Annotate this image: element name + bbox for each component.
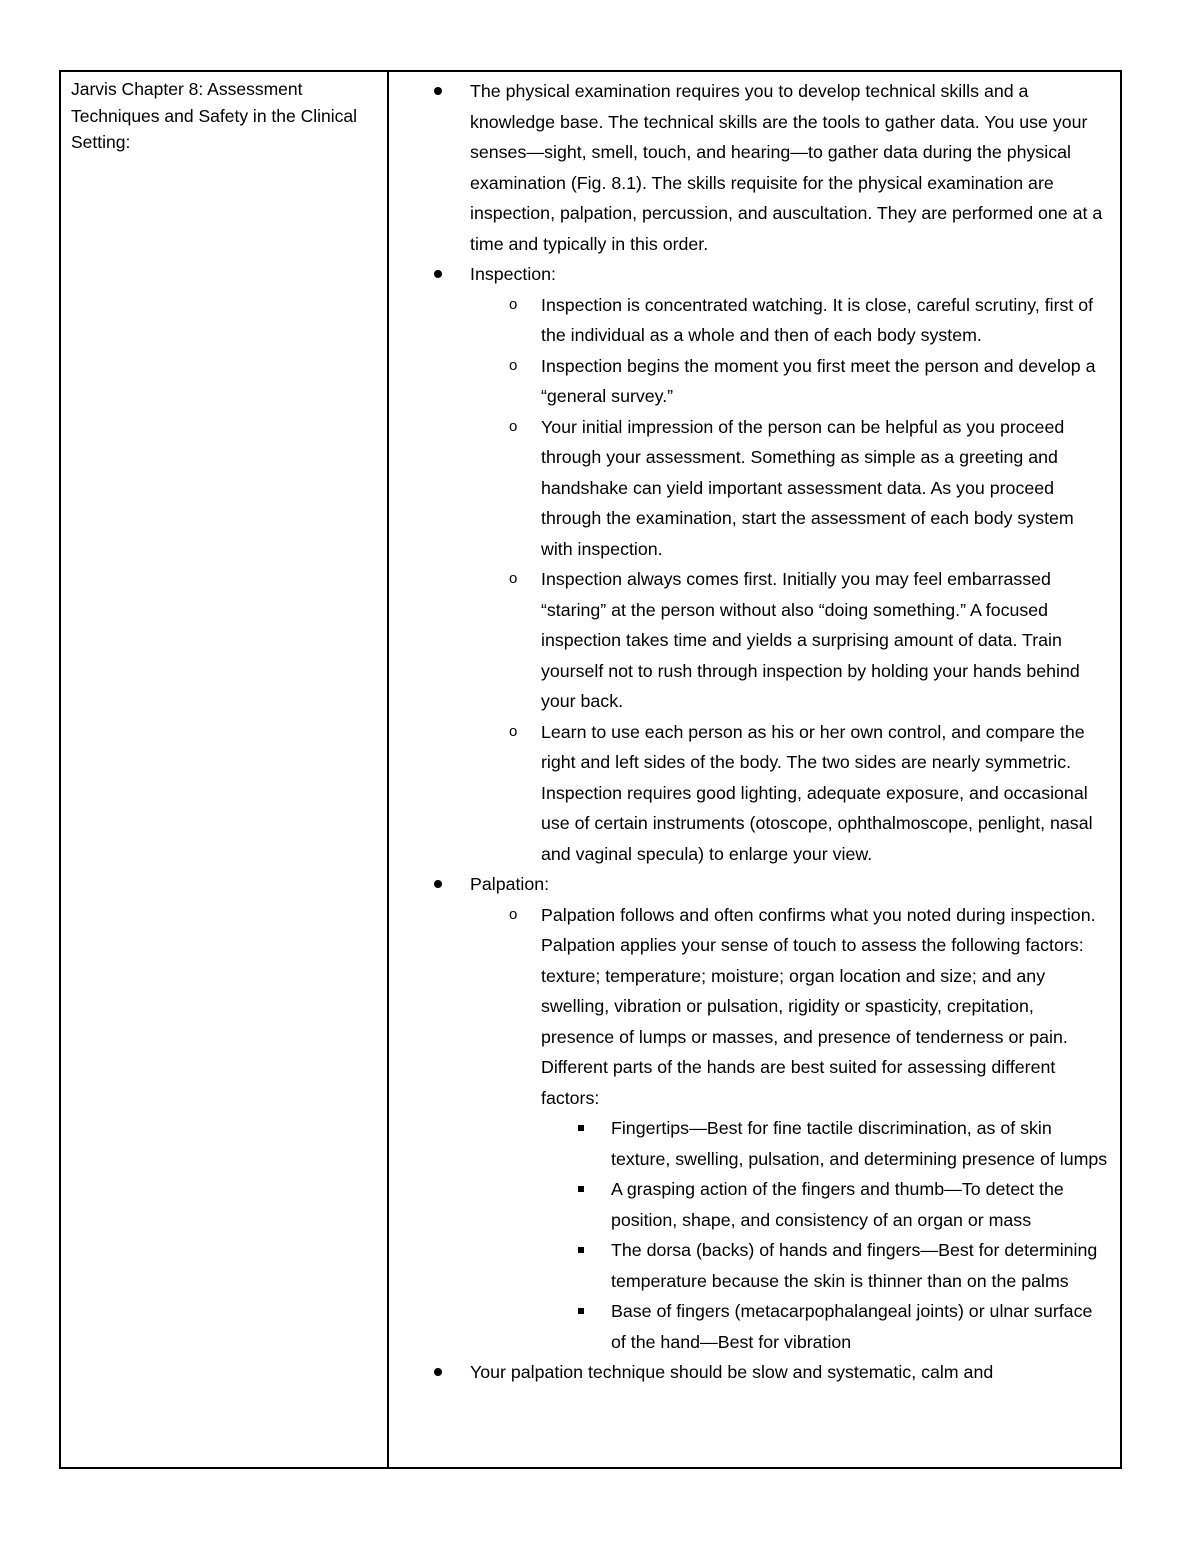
bullet-icon <box>434 87 442 95</box>
topic-title: Jarvis Chapter 8: Assessment Techniques and Safety in the Clinical Setting: <box>71 79 358 152</box>
square-bullet-icon <box>578 1247 584 1253</box>
circle-bullet-icon: o <box>509 722 518 740</box>
hand-part-item: Fingertips—Best for fine tactile discrimination, as of skin texture, swelling, pulsation, and determining presence of lumps <box>611 1118 1108 1169</box>
overview-text: The physical examination requires you to develop technical skills and a knowledge base. The technical skills are the tools to gather data. You use your senses—sight, smell, touch, and hearing—to gather data during the physical examination (Fig. 8.1). The skills requisite for the physical examination are inspection, palpation, percussion, and auscultation. They are performed one at a time and typically in this order. <box>470 81 1103 254</box>
list-item <box>509 412 1110 565</box>
inspection-item: Inspection always comes first. Initially you may feel embarrassed “staring” at the person without also “doing something.” A focused inspection takes time and yields a surprising amount of data. Train yourself not to rush through inspection by holding your hands behind your back. <box>541 569 1080 711</box>
notes-table <box>59 70 1122 1469</box>
square-bullet-icon <box>578 1125 584 1131</box>
list-item <box>611 1296 1110 1357</box>
inspection-item: Your initial impression of the person can be helpful as you proceed through your assessment. Something as simple as a greeting and handshake can yield important assessment data. As you proceed through the examination, start the assessment of each body system with inspection. <box>541 416 1074 559</box>
inspection-list <box>470 290 1110 870</box>
list-item <box>509 900 1110 1358</box>
main-bullet-list <box>389 76 1110 1388</box>
inspection-item: Inspection is concentrated watching. It is close, careful scrutiny, first of the individual as a whole and then of each body system. <box>541 294 1094 345</box>
circle-bullet-icon: o <box>509 356 518 374</box>
square-bullet-icon <box>578 1308 584 1314</box>
list-item <box>611 1174 1110 1235</box>
hand-part-item: A grasping action of the fingers and thumb—To detect the position, shape, and consistency of an organ or mass <box>611 1179 1064 1230</box>
list-item <box>509 290 1110 351</box>
hand-parts-list <box>541 1113 1110 1357</box>
circle-bullet-icon: o <box>509 905 518 923</box>
bullet-icon <box>434 270 442 278</box>
list-item <box>611 1113 1110 1174</box>
list-item <box>470 259 1110 869</box>
topic-cell <box>60 71 388 1468</box>
circle-bullet-icon: o <box>509 295 518 313</box>
palpation-list <box>470 900 1110 1358</box>
list-item <box>509 564 1110 717</box>
inspection-item: Learn to use each person as his or her own control, and compare the right and left sides of the body. The two sides are nearly symmetric. Inspection requires good lighting, adequate exposure, and occasional use of certain instruments (otoscope, ophthalmoscope, penlight, nasal and vaginal specula) to enlarge your view. <box>541 721 1093 864</box>
square-bullet-icon <box>578 1186 584 1192</box>
inspection-heading: Inspection: <box>470 264 556 284</box>
list-item <box>470 76 1110 259</box>
palpation-intro: Palpation follows and often confirms what you noted during inspection. Palpation applies your sense of touch to assess the following factors: texture; temperature; moisture; organ location and size; and any swelling, vibration or pulsation, rigidity or spasticity, crepitation, presence of lumps or masses, and presence of tenderness or pain. Different parts of the hands are best suited for assessing different factors: <box>541 904 1096 1108</box>
content-cell <box>388 71 1121 1468</box>
list-item <box>509 717 1110 870</box>
inspection-item: Inspection begins the moment you first meet the person and develop a “general survey.” <box>541 355 1096 406</box>
hand-part-item: The dorsa (backs) of hands and fingers—Best for determining temperature because the skin is thinner than on the palms <box>611 1240 1098 1291</box>
bullet-icon <box>434 1368 442 1376</box>
bullet-icon <box>434 880 442 888</box>
technique-text: Your palpation technique should be slow and systematic, calm and <box>470 1362 994 1382</box>
notes-content <box>389 72 1120 1388</box>
table-row <box>60 71 1121 1468</box>
list-item <box>509 351 1110 412</box>
list-item <box>470 1357 1110 1388</box>
palpation-heading: Palpation: <box>470 874 550 894</box>
hand-part-item: Base of fingers (metacarpophalangeal joints) or ulnar surface of the hand—Best for vibration <box>611 1301 1093 1352</box>
circle-bullet-icon: o <box>509 417 518 435</box>
list-item <box>611 1235 1110 1296</box>
list-item <box>470 869 1110 1357</box>
circle-bullet-icon: o <box>509 570 518 587</box>
